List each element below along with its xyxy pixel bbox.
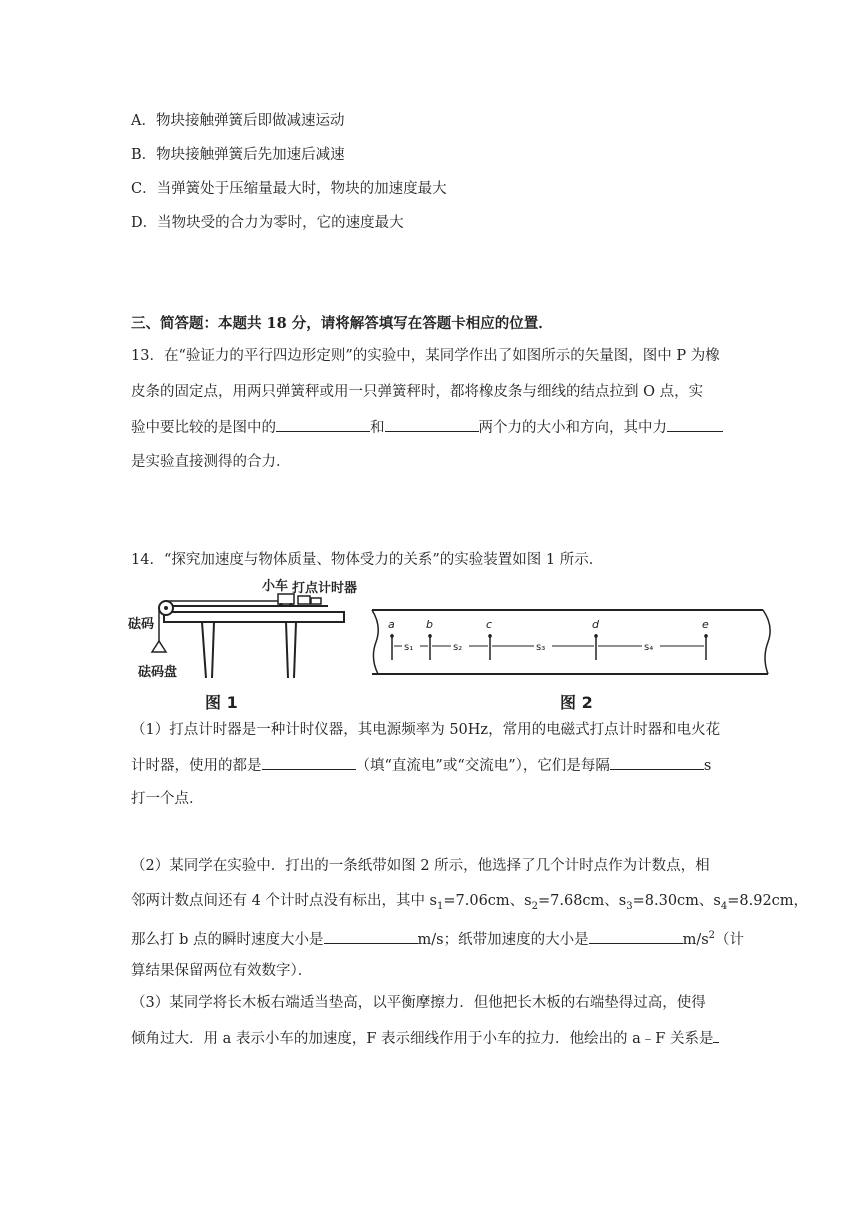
figure-2-caption: 图 2 — [560, 693, 593, 712]
q14-p2-text-d: m/s；纸带加速度的大小是 — [417, 931, 589, 948]
q13-text-b: 和 — [370, 420, 385, 436]
label-timer: 打点计时器 — [292, 581, 358, 596]
q14-p1-line1: （1）打点计时器是一种计时仪器，其电源频率为 50Hz，常用的电磁式打点计时器和电火花 — [131, 722, 721, 738]
tape-label-d: d — [592, 618, 599, 631]
tape-label-b: b — [426, 618, 433, 631]
q14-p1-text-b: （填“直流电”或“交流电”），它们是每隔 — [355, 758, 610, 774]
sup-2: 2 — [708, 930, 716, 941]
q14-p2-s2: =7.68cm、s — [538, 893, 627, 909]
q13-line4: 是实验直接测得的合力． — [131, 454, 291, 470]
q13-text-a: 验中要比较的是图中的 — [131, 420, 276, 436]
q14-p2-s3: =8.30cm、s — [632, 893, 721, 909]
label-cart: 小车 — [262, 579, 289, 594]
q14-p2-line1: （2）某同学在实验中．打出的一条纸带如图 2 所示，他选择了几个计时点作为计数点，相 — [131, 858, 710, 874]
q14-p2-text-e: m/s — [682, 931, 709, 948]
q14-p3-text: 倾角过大．用 a 表示小车的加速度，F 表示细线作用于小车的拉力．他绘出的 a﹣F 关系是 — [131, 1031, 714, 1047]
q13-blank-2[interactable] — [385, 417, 479, 432]
q14-p3-line1: （3）某同学将长木板右端适当垫高，以平衡摩擦力．但他把长木板的右端垫得过高，使得 — [131, 995, 706, 1011]
q14-p2-text-c: 那么打 b 点的瞬时速度大小是 — [131, 931, 324, 948]
tape-label-a: a — [388, 618, 395, 631]
q14-p2-text-a: 邻两计数点间还有 4 个计时点没有标出，其中 s — [131, 893, 437, 909]
q13-line1: 13．在“验证力的平行四边形定则”的实验中，某同学作出了如图所示的矢量图，图中 P 为橡 — [131, 348, 720, 364]
figure-1-apparatus — [128, 578, 358, 688]
q13-text-c: 两个力的大小和方向，其中力 — [478, 420, 667, 436]
tape-dot-d — [594, 634, 598, 638]
q14-p2-s4: =8.92cm， — [727, 893, 809, 909]
tape-label-c: c — [486, 618, 493, 631]
sub-2: 2 — [531, 900, 538, 912]
q14-p1-text-a: 计时器，使用的都是 — [131, 758, 262, 774]
q14-p2-line3 — [131, 926, 744, 950]
label-pan: 砝码盘 — [138, 665, 178, 680]
choice-b: B．物块接触弹簧后先加速后减速 — [131, 147, 345, 163]
tape-dot-c — [488, 634, 492, 638]
q13-blank-1[interactable] — [276, 417, 370, 432]
section-heading: 三、简答题：本题共 18 分，请将解答填写在答题卡相应的位置． — [131, 315, 553, 332]
q14-p3-blank[interactable] — [713, 1028, 719, 1043]
q14-p1-text-c: s — [703, 758, 712, 774]
choice-d: D．当物块受的合力为零时，它的速度最大 — [131, 215, 404, 231]
tape-segment-label-2: s₂ — [453, 642, 463, 653]
q14-p3-line2 — [131, 1028, 719, 1049]
tape-segment-label-4: s₄ — [644, 642, 654, 653]
q14-p2-line4: 算结果保留两位有效数字）． — [131, 963, 313, 979]
figure-1-caption: 图 1 — [205, 693, 238, 712]
q14-p1-blank-2[interactable] — [610, 755, 704, 770]
sub-3: 3 — [626, 900, 633, 912]
choice-c: C．当弹簧处于压缩量最大时，物块的加速度最大 — [131, 181, 447, 197]
tape-dot-a — [390, 634, 394, 638]
label-weight: 砝码 — [128, 617, 155, 632]
tape-label-e: e — [702, 618, 709, 631]
figure-2-tape — [368, 608, 780, 688]
tape-dot-e — [704, 634, 708, 638]
q14-p2-line2 — [131, 891, 808, 917]
q14-p1-line2 — [131, 755, 711, 776]
tape-segment-label-1: s₁ — [404, 642, 414, 653]
choice-a: A．物块接触弹簧后即做减速运动 — [131, 113, 345, 129]
q13-line2: 皮条的固定点，用两只弹簧秤或用一只弹簧秤时，都将橡皮条与细线的结点拉到 O 点，实 — [131, 384, 704, 400]
q14-intro: 14．“探究加速度与物体质量、物体受力的关系”的实验装置如图 1 所示． — [131, 552, 604, 568]
q14-p1-line3: 打一个点． — [131, 791, 204, 807]
q14-p2-blank-2[interactable] — [589, 929, 683, 944]
q13-blank-3[interactable] — [667, 417, 723, 432]
q14-p2-text-f: （计 — [715, 931, 745, 948]
q14-p1-blank-1[interactable] — [262, 755, 356, 770]
q13-line3 — [131, 417, 723, 438]
sub-1: 1 — [437, 900, 444, 912]
q14-p2-s1: =7.06cm、s — [443, 893, 532, 909]
tape-segment-label-3: s₃ — [536, 642, 546, 653]
sub-4: 4 — [720, 900, 728, 912]
tape-dot-b — [428, 634, 432, 638]
q14-p2-blank-1[interactable] — [324, 929, 418, 944]
